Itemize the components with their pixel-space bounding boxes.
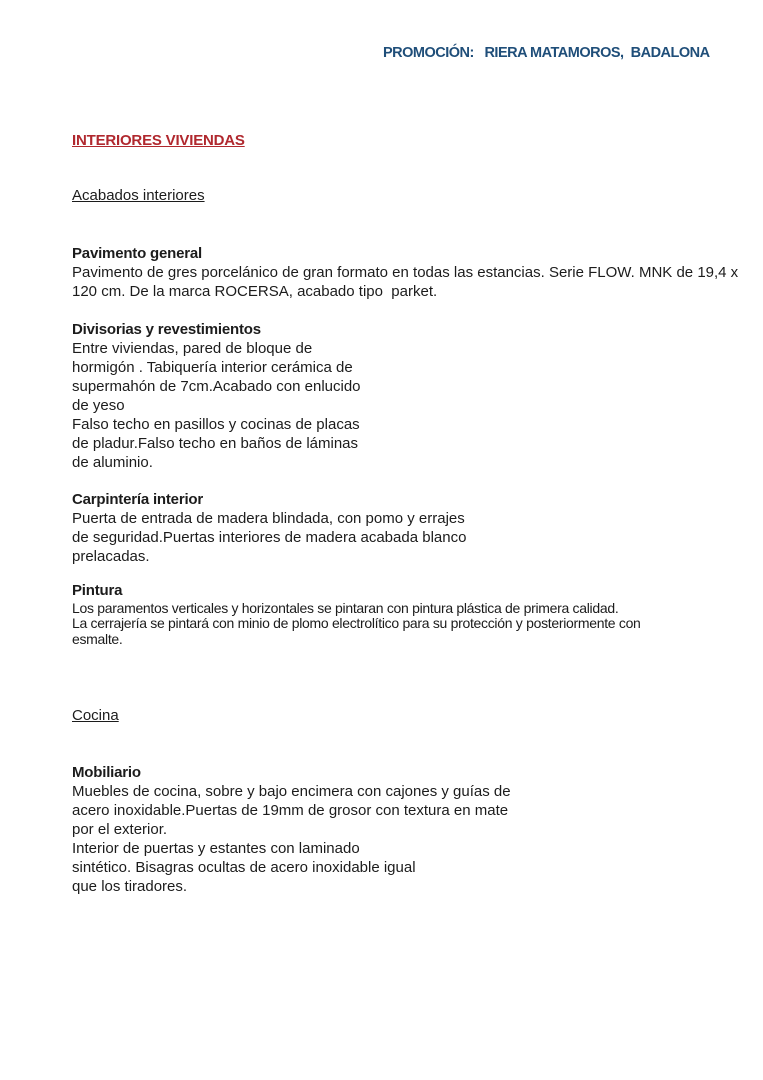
section-title: Pintura (72, 582, 123, 599)
paragraph-line: Puerta de entrada de madera blindada, con pomo y errajes (72, 510, 465, 527)
section-pintura (72, 583, 641, 647)
paragraph-line: por el exterior. (72, 821, 168, 838)
paragraph-line: hormigón . Tabiquería interior cerámica de (72, 359, 353, 376)
section-pavimento-general (72, 244, 738, 301)
paragraph-line: Interior de puertas y estantes con laminado (72, 840, 360, 857)
section-title: Mobiliario (72, 764, 141, 781)
paragraph-line: prelacadas. (72, 548, 150, 565)
paragraph-line: supermahón de 7cm.Acabado con enlucido (72, 378, 361, 395)
section-title: Divisorias y revestimientos (72, 321, 261, 338)
paragraph-line: Los paramentos verticales y horizontales se pintaran con pintura plástica de primera calidad. (72, 599, 619, 616)
paragraph-line: de pladur.Falso techo en baños de láminas (72, 435, 359, 452)
paragraph-line: Pavimento de gres porcelánico de gran formato en todas las estancias. Serie FLOW. MNK de 19,4 x (72, 264, 739, 281)
paragraph-line: de seguridad.Puertas interiores de madera acabada blanco (72, 529, 467, 546)
section-divisorias-revestimientos (72, 320, 361, 472)
paragraph-line: sintético. Bisagras ocultas de acero inoxidable igual (72, 859, 416, 876)
paragraph-line: 120 cm. De la marca ROCERSA, acabado tipo parket. (72, 283, 438, 300)
paragraph-line: Entre viviendas, pared de bloque de (72, 340, 313, 357)
main-heading-interiores-viviendas: INTERIORES VIVIENDAS (72, 132, 245, 149)
promotion-header: PROMOCIÓN: RIERA MATAMOROS, BADALONA (383, 45, 710, 61)
section-mobiliario (72, 763, 511, 896)
paragraph-line: Muebles de cocina, sobre y bajo encimera con cajones y guías de (72, 783, 511, 800)
paragraph-line: La cerrajería se pintará con minio de plomo electrolítico para su protección y posteriormente con (72, 615, 641, 631)
paragraph-line: Falso techo en pasillos y cocinas de placas (72, 416, 360, 433)
subsection-acabados-interiores: Acabados interiores (72, 187, 205, 204)
section-title: Carpintería interior (72, 491, 204, 508)
section-title: Pavimento general (72, 245, 202, 262)
paragraph-line: esmalte. (72, 630, 123, 647)
section-carpinteria-interior (72, 490, 466, 566)
subsection-cocina: Cocina (72, 707, 119, 724)
paragraph-line: que los tiradores. (72, 878, 188, 895)
paragraph-line: acero inoxidable.Puertas de 19mm de grosor con textura en mate (72, 802, 509, 819)
paragraph-line: de aluminio. (72, 454, 153, 471)
paragraph-line: de yeso (72, 397, 125, 414)
